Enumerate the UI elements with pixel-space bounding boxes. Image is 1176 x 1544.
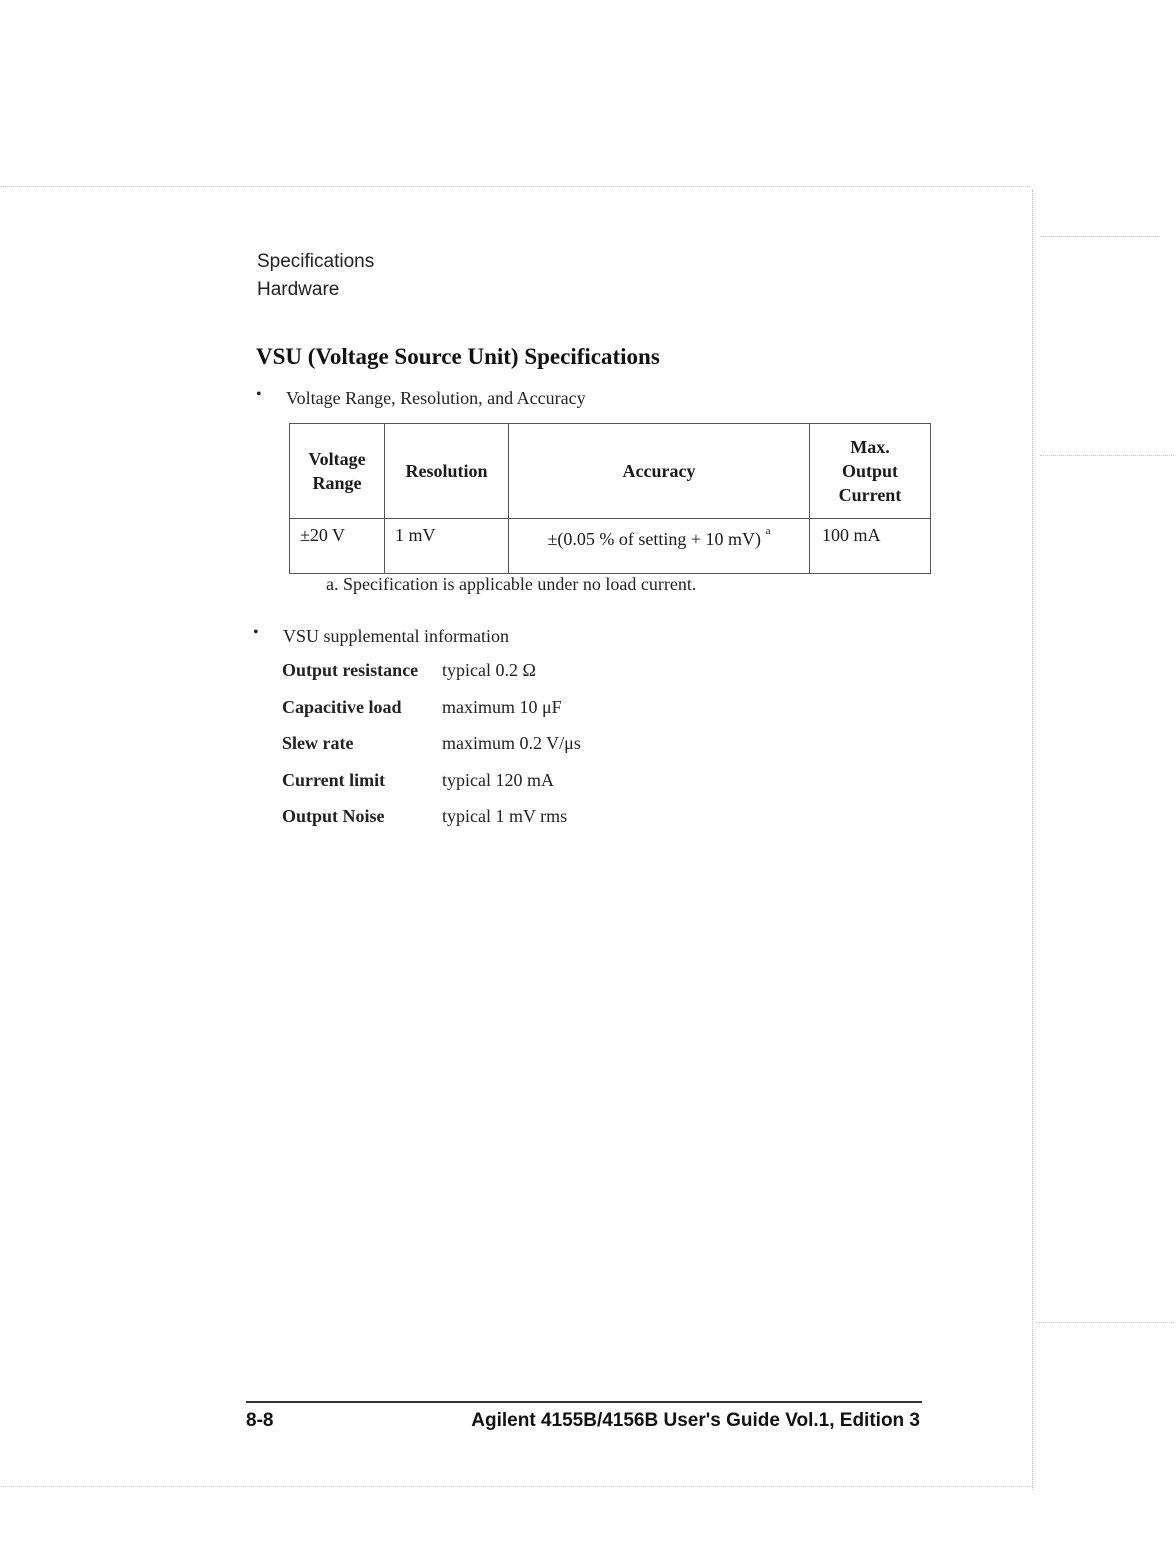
table-row: [290, 519, 931, 574]
spec-value: maximum 10 μF: [442, 696, 562, 717]
header-accuracy: Accuracy: [509, 424, 810, 519]
spec-value: typical 0.2 Ω: [442, 660, 536, 680]
cell-resolution: 1 mV: [385, 519, 509, 574]
footnote-ref: a: [765, 525, 771, 537]
spec-label: Output resistance: [282, 660, 419, 680]
voltage-spec-table: [289, 423, 931, 574]
bullet-marker: •: [256, 386, 262, 403]
scan-edge-top: [0, 186, 1030, 187]
table-footnote: a. Specification is applicable under no load current.: [326, 574, 697, 594]
bullet-text: VSU supplemental information: [283, 626, 509, 646]
scan-tick: [1040, 236, 1160, 237]
footer-title: Agilent 4155B/4156B User's Guide Vol.1, Edition 3: [471, 1410, 920, 1431]
scan-tick: [1040, 455, 1174, 456]
bullet-text: Voltage Range, Resolution, and Accuracy: [286, 388, 586, 408]
running-head-section: Hardware: [257, 279, 340, 300]
scan-edge-right: [1032, 190, 1033, 1490]
header-voltage-range: Voltage Range: [290, 424, 385, 519]
header-max-output-current: Max. Output Current: [810, 424, 931, 519]
section-title: VSU (Voltage Source Unit) Specifications: [256, 344, 660, 369]
bullet-item-supplemental: [253, 624, 509, 647]
spec-label: Output Noise: [282, 806, 385, 826]
bullet-marker: •: [253, 624, 259, 641]
table-header-row: [290, 424, 931, 519]
spec-value: maximum 0.2 V/μs: [442, 733, 581, 753]
footer-rule: [246, 1401, 922, 1403]
spec-value: typical 1 mV rms: [442, 806, 568, 826]
spec-label: Capacitive load: [282, 696, 402, 717]
header-resolution: Resolution: [385, 424, 509, 519]
spec-label: Current limit: [282, 769, 386, 790]
accuracy-value: ±(0.05 % of setting + 10 mV): [547, 529, 762, 549]
page-number: 8-8: [246, 1410, 274, 1431]
spec-label: Slew rate: [282, 733, 354, 753]
running-head: [257, 248, 374, 304]
scan-tick: [1036, 1322, 1174, 1323]
cell-voltage-range: ±20 V: [290, 519, 385, 574]
spec-value: typical 120 mA: [442, 769, 554, 790]
cell-max-output-current: 100 mA: [810, 519, 931, 574]
bullet-item-voltage-range: [256, 386, 586, 409]
scan-edge-bottom: [0, 1486, 1032, 1487]
running-head-chapter: Specifications: [257, 251, 375, 272]
cell-accuracy: [509, 519, 810, 574]
